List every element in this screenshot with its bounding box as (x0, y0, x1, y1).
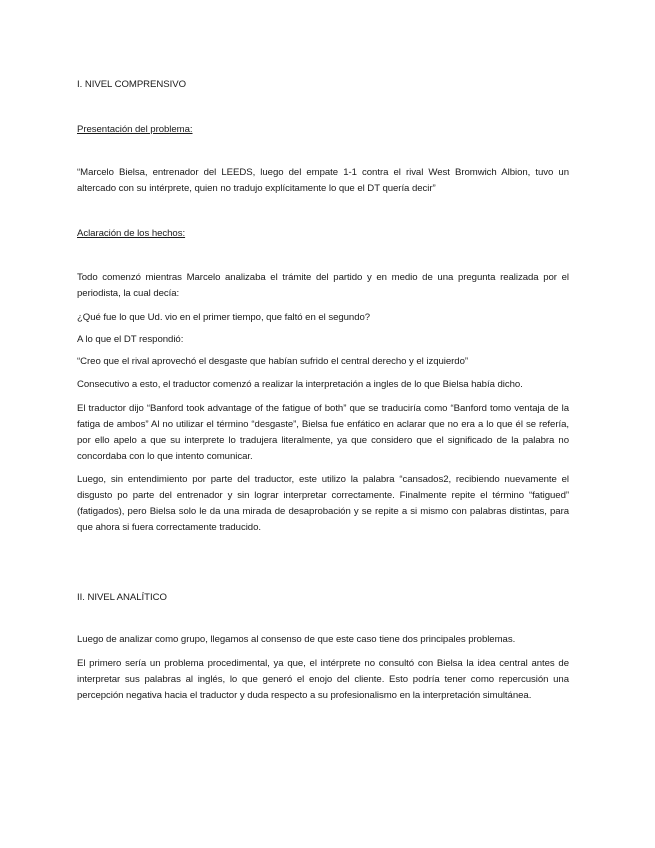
presentation-heading: Presentación del problema: (77, 124, 193, 135)
analysis-first-problem: El primero sería un problema procedimental, ya que, el intérprete no consultó con Bielsa la idea central antes de interpretar sus palabras al inglés, lo que generó el enojo del cliente. Esto podría tener como repercusión una percepción negativa hacia el traductor y duda respecto a su profesionalismo en la interpretación simultánea. (77, 658, 569, 701)
paragraph-start: Todo comenzó mientras Marcelo analizaba el trámite del partido y en medio de una pregunta realizada por el periodista, la cual decía: (77, 272, 569, 299)
analysis-intro: Luego de analizar como grupo, llegamos al consenso de que este caso tiene dos principales problemas. (77, 634, 516, 645)
misunderstanding-paragraph: Luego, sin entendimiento por parte del traductor, este utilizo la palabra “cansados2, recibiendo nuevamente el disgusto po parte del entrenador y sin lograr interpretar correctamente. Finalmente repite el término “fatigued” (fatigados), pero Bielsa solo le da una mirada de desaprobación y se repite a si mismo con palabras distintas, para que ahora si fuera correctamente traducido. (77, 474, 569, 533)
dt-answer-quote: “Creo que el rival aprovechó el desgaste que habían sufrido el central derecho y el izquierdo” (77, 356, 469, 367)
section-2-heading: II. NIVEL ANALÍTICO (77, 592, 167, 603)
journalist-question: ¿Qué fue lo que Ud. vio en el primer tiempo, que faltó en el segundo? (77, 312, 371, 323)
translator-said-paragraph: El traductor dijo “Banford took advantage of the fatigue of both” que se traduciría como “Banford tomo ventaja de la fatiga de ambos” Al no utilizar el término “desgaste”, Bielsa fue enfático en aclarar que no era a lo que él se refería, por ello apelo a que su interprete lo tradujera literalmente, ya que considero que el significado de la palabra no concordaba con lo que intento comunicar. (77, 403, 569, 462)
dt-answer-intro: A lo que el DT respondió: (77, 334, 184, 345)
section-1-heading: I. NIVEL COMPRENSIVO (77, 79, 186, 90)
clarification-heading: Aclaración de los hechos: (77, 228, 186, 239)
presentation-quote: “Marcelo Bielsa, entrenador del LEEDS, luego del empate 1-1 contra el rival West Bromwich Albion, tuvo un altercado con su intérprete, quien no tradujo explícitamente lo que el DT quería decir” (77, 167, 569, 194)
translator-start: Consecutivo a esto, el traductor comenzó a realizar la interpretación a ingles de lo que Bielsa había dicho. (77, 379, 523, 390)
